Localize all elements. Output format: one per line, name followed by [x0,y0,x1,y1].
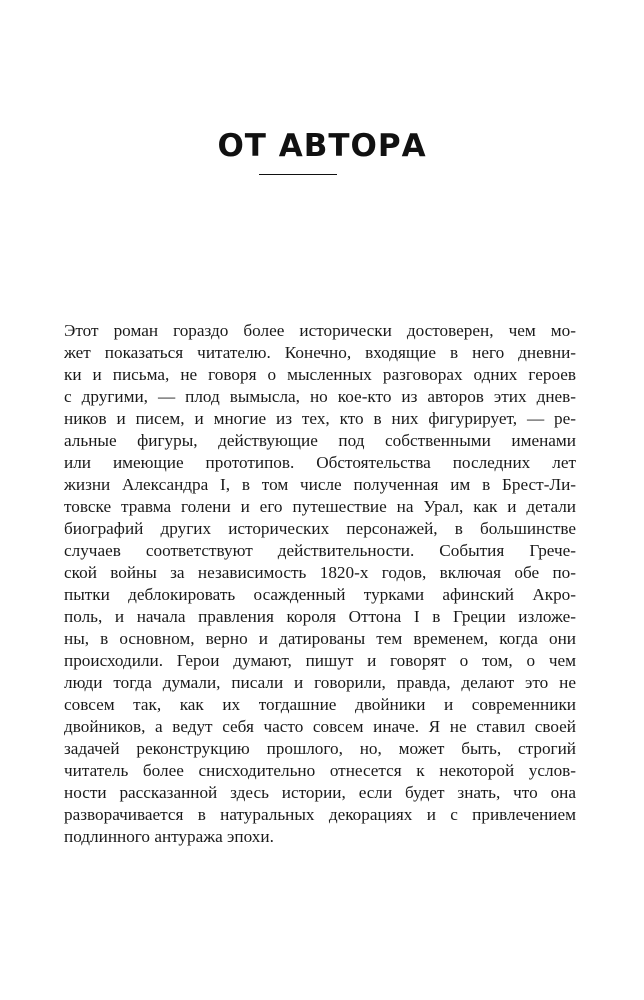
chapter-title: ОТ АВТОРА [217,128,427,164]
text-line: совсем так, как их тогдашние двойники и современники [64,695,576,714]
text-line-last: подлинного антуража эпохи. [64,827,274,846]
text-line: жизни Александра I, в том числе полученная им в Брест-Ли- [64,475,576,494]
text-line: ны, в основном, верно и датированы тем временем, когда они [64,629,576,648]
text-line: разворачивается в натуральных декорациях и с привлечением [64,805,576,824]
text-line: ников и писем, и многие из тех, кто в них фигурирует, — ре- [64,409,576,428]
text-line: товске травма голени и его путешествие на Урал, как и детали [64,497,576,516]
text-line: люди тогда думали, писали и говорили, правда, делают это не [64,673,576,692]
text-line: жет показаться читателю. Конечно, входящие в него дневни- [64,343,576,362]
text-line: происходили. Герои думают, пишут и говорят о том, о чем [64,651,576,670]
text-line: случаев соответствуют действительности. События Грече- [64,541,576,560]
text-line: задачей реконструкцию прошлого, но, может быть, строгий [64,739,576,758]
body-paragraph [64,320,576,848]
text-line: ки и письма, не говоря о мысленных разговорах одних героев [64,365,576,384]
text-line: Этот роман гораздо более исторически достоверен, чем мо- [64,321,576,340]
text-line: или имеющие прототипов. Обстоятельства последних лет [64,453,576,472]
text-line: пытки деблокировать осажденный турками афинский Акро- [64,585,576,604]
text-line: читатель более снисходительно отнесется к некоторой услов- [64,761,576,780]
text-line: альные фигуры, действующие под собственными именами [64,431,576,450]
text-line: биографий других исторических персонажей, в большинстве [64,519,576,538]
text-line: двойников, а ведут себя часто совсем иначе. Я не ставил своей [64,717,576,736]
text-line: ности рассказанной здесь истории, если будет знать, что она [64,783,576,802]
text-line: ской войны за независимость 1820-х годов, включая обе по- [64,563,576,582]
text-line: поль, и начала правления короля Оттона I в Греции изложе- [64,607,576,626]
title-underline [259,174,337,175]
text-line: с другими, — плод вымысла, но кое-кто из авторов этих днев- [64,387,576,406]
